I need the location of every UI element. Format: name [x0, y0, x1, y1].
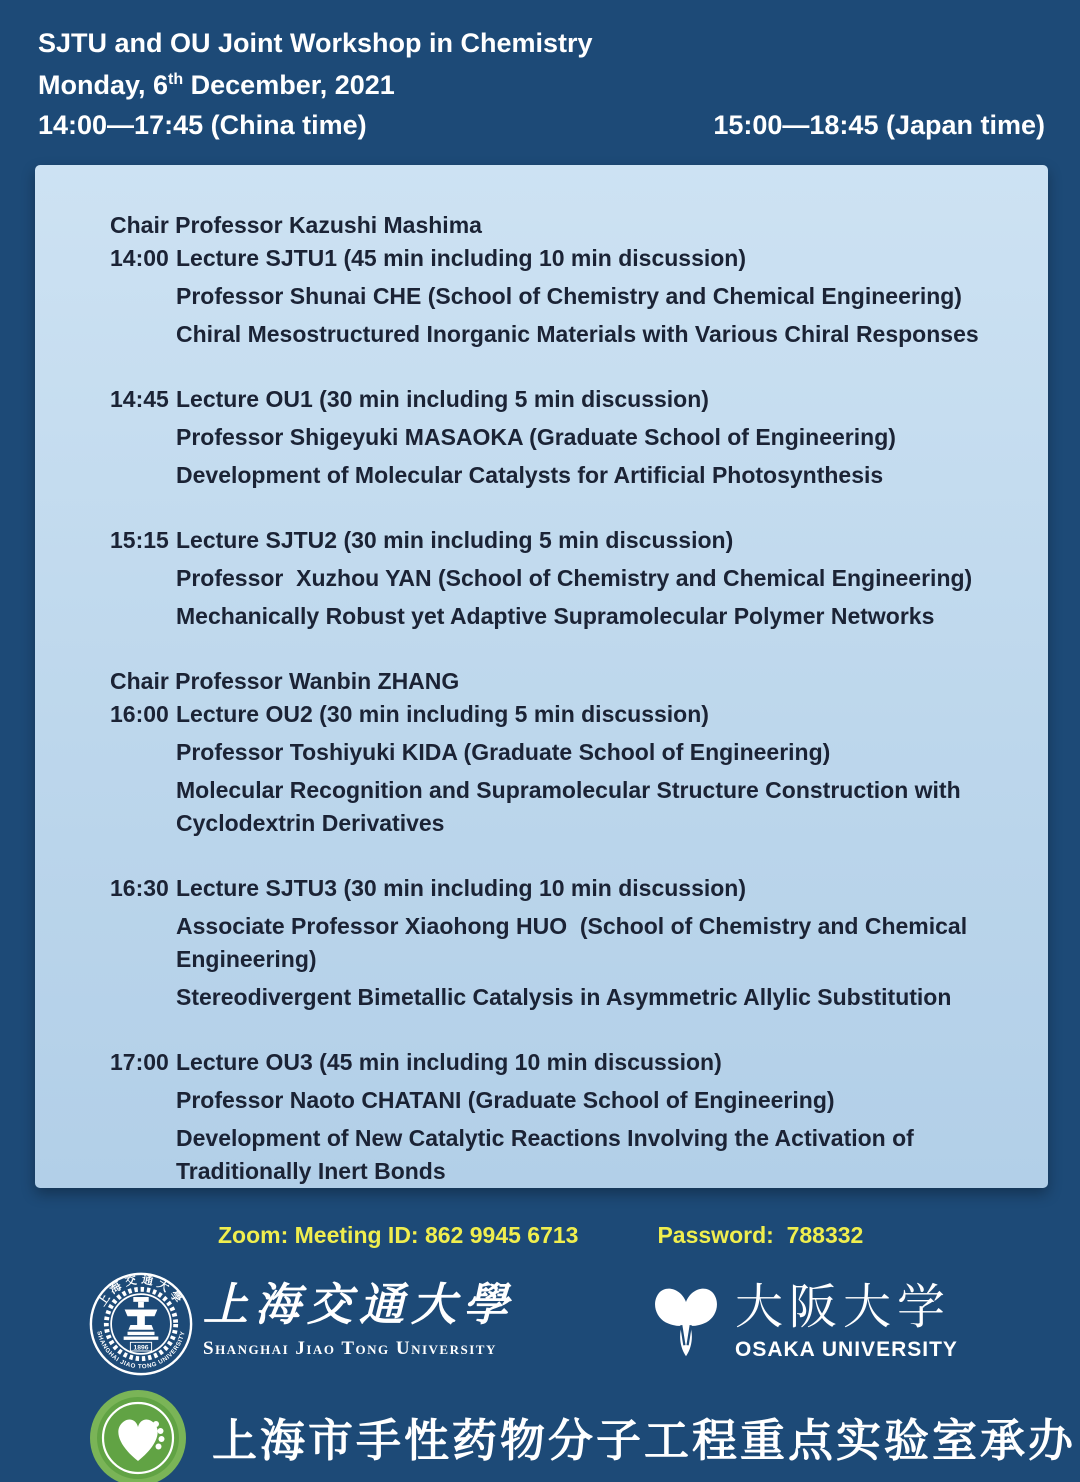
chair-line: Chair Professor Kazushi Mashima — [110, 212, 482, 238]
page-title: SJTU and OU Joint Workshop in Chemistry — [38, 28, 593, 58]
host-lab-text: 上海市手性药物分子工程重点实验室承办 — [212, 1415, 1077, 1466]
seal-anvil-icon — [124, 1297, 159, 1340]
lecture-label: Lecture SJTU3 (30 min including 10 min discussion) — [176, 875, 747, 901]
seal-year: 1896 — [133, 1344, 149, 1352]
lecture-label: Lecture OU2 (30 min including 5 min discussion) — [176, 701, 709, 727]
japan-time: 15:00—18:45 (Japan time) — [713, 110, 1045, 140]
lecture-row — [110, 242, 990, 275]
zoom-password: Password: 788332 — [657, 1222, 864, 1248]
osaka-ginkgo-icon — [652, 1283, 720, 1361]
zoom-credentials — [218, 1222, 863, 1249]
talk-title: Chiral Mesostructured Inorganic Materials with Various Chiral Responses — [176, 321, 979, 347]
lecture-row — [110, 1046, 990, 1079]
speaker-line: Professor Naoto CHATANI (Graduate School of Engineering) — [176, 1087, 835, 1113]
seal-ring-cn: 上海交通大學 — [96, 1273, 186, 1309]
sjtu-name-en: Shanghai Jiao Tong University — [203, 1338, 497, 1359]
lecture-time: 17:00 — [110, 1049, 169, 1075]
date-prefix: Monday, 6 — [38, 70, 169, 100]
talk-title: Development of New Catalytic Reactions Involving the Activation of Traditionally Inert Bonds — [176, 1125, 921, 1184]
lecture-time: 16:00 — [110, 701, 169, 727]
lecture-label: Lecture SJTU2 (30 min including 5 min discussion) — [176, 527, 734, 553]
sjtu-seal-icon — [88, 1271, 194, 1377]
lecture-label: Lecture OU3 (45 min including 10 min discussion) — [176, 1049, 722, 1075]
talk-title: Stereodivergent Bimetallic Catalysis in Asymmetric Allylic Substitution — [176, 984, 952, 1010]
date-suffix: December, 2021 — [183, 70, 395, 100]
schedule-block-3 — [110, 524, 990, 633]
lecture-label: Lecture SJTU1 (45 min including 10 min discussion) — [176, 245, 747, 271]
chair-line: Chair Professor Wanbin ZHANG — [110, 668, 460, 694]
seal-ring-en: SHANGHAI JIAO TONG UNIVERSITY — [95, 1330, 187, 1371]
talk-title: Molecular Recognition and Supramolecular Structure Construction with Cyclodextrin Derivatives — [176, 777, 968, 836]
lecture-time: 14:00 — [110, 245, 169, 271]
lecture-row — [110, 698, 990, 731]
lecture-row — [110, 524, 990, 557]
osaka-name-en: OSAKA UNIVERSITY — [735, 1338, 958, 1361]
osaka-name-cn: 大阪大学 — [735, 1281, 952, 1334]
lecture-time: 16:30 — [110, 875, 169, 901]
workshop-date — [38, 70, 1045, 101]
schedule-block-1 — [110, 209, 990, 351]
zoom-meeting-id: Zoom: Meeting ID: 862 9945 6713 — [218, 1222, 579, 1248]
schedule-block-6 — [110, 1046, 990, 1188]
talk-title: Mechanically Robust yet Adaptive Supramolecular Polymer Networks — [176, 603, 935, 629]
speaker-line: Professor Shigeyuki MASAOKA (Graduate School of Engineering) — [176, 424, 896, 450]
lecture-time: 15:15 — [110, 527, 169, 553]
sjtu-wordmark — [203, 1276, 515, 1360]
sjtu-name-cn: 上海交通大學 — [203, 1279, 516, 1330]
schedule-block-4 — [110, 665, 990, 840]
time-row — [38, 110, 1045, 141]
schedule-block-5 — [110, 872, 990, 1014]
speaker-line: Professor Toshiyuki KIDA (Graduate School of Engineering) — [176, 739, 831, 765]
lecture-label: Lecture OU1 (30 min including 5 min discussion) — [176, 386, 709, 412]
lecture-row — [110, 872, 990, 905]
lecture-row — [110, 383, 990, 416]
speaker-line: Professor Shunai CHE (School of Chemistry and Chemical Engineering) — [176, 283, 962, 309]
talk-title: Development of Molecular Catalysts for Artificial Photosynthesis — [176, 462, 884, 488]
speaker-line: Associate Professor Xiaohong HUO (School of Chemistry and Chemical Engineering) — [176, 913, 974, 972]
date-ordinal-suffix: th — [168, 71, 184, 88]
osaka-wordmark — [735, 1281, 958, 1362]
lecture-time: 14:45 — [110, 386, 169, 412]
speaker-line: Professor Xuzhou YAN (School of Chemistry and Chemical Engineering) — [176, 565, 973, 591]
china-time: 14:00—17:45 (China time) — [38, 110, 367, 140]
lab-logo-icon — [88, 1388, 188, 1482]
schedule-block-2 — [110, 383, 990, 492]
schedule-panel — [35, 165, 1048, 1188]
